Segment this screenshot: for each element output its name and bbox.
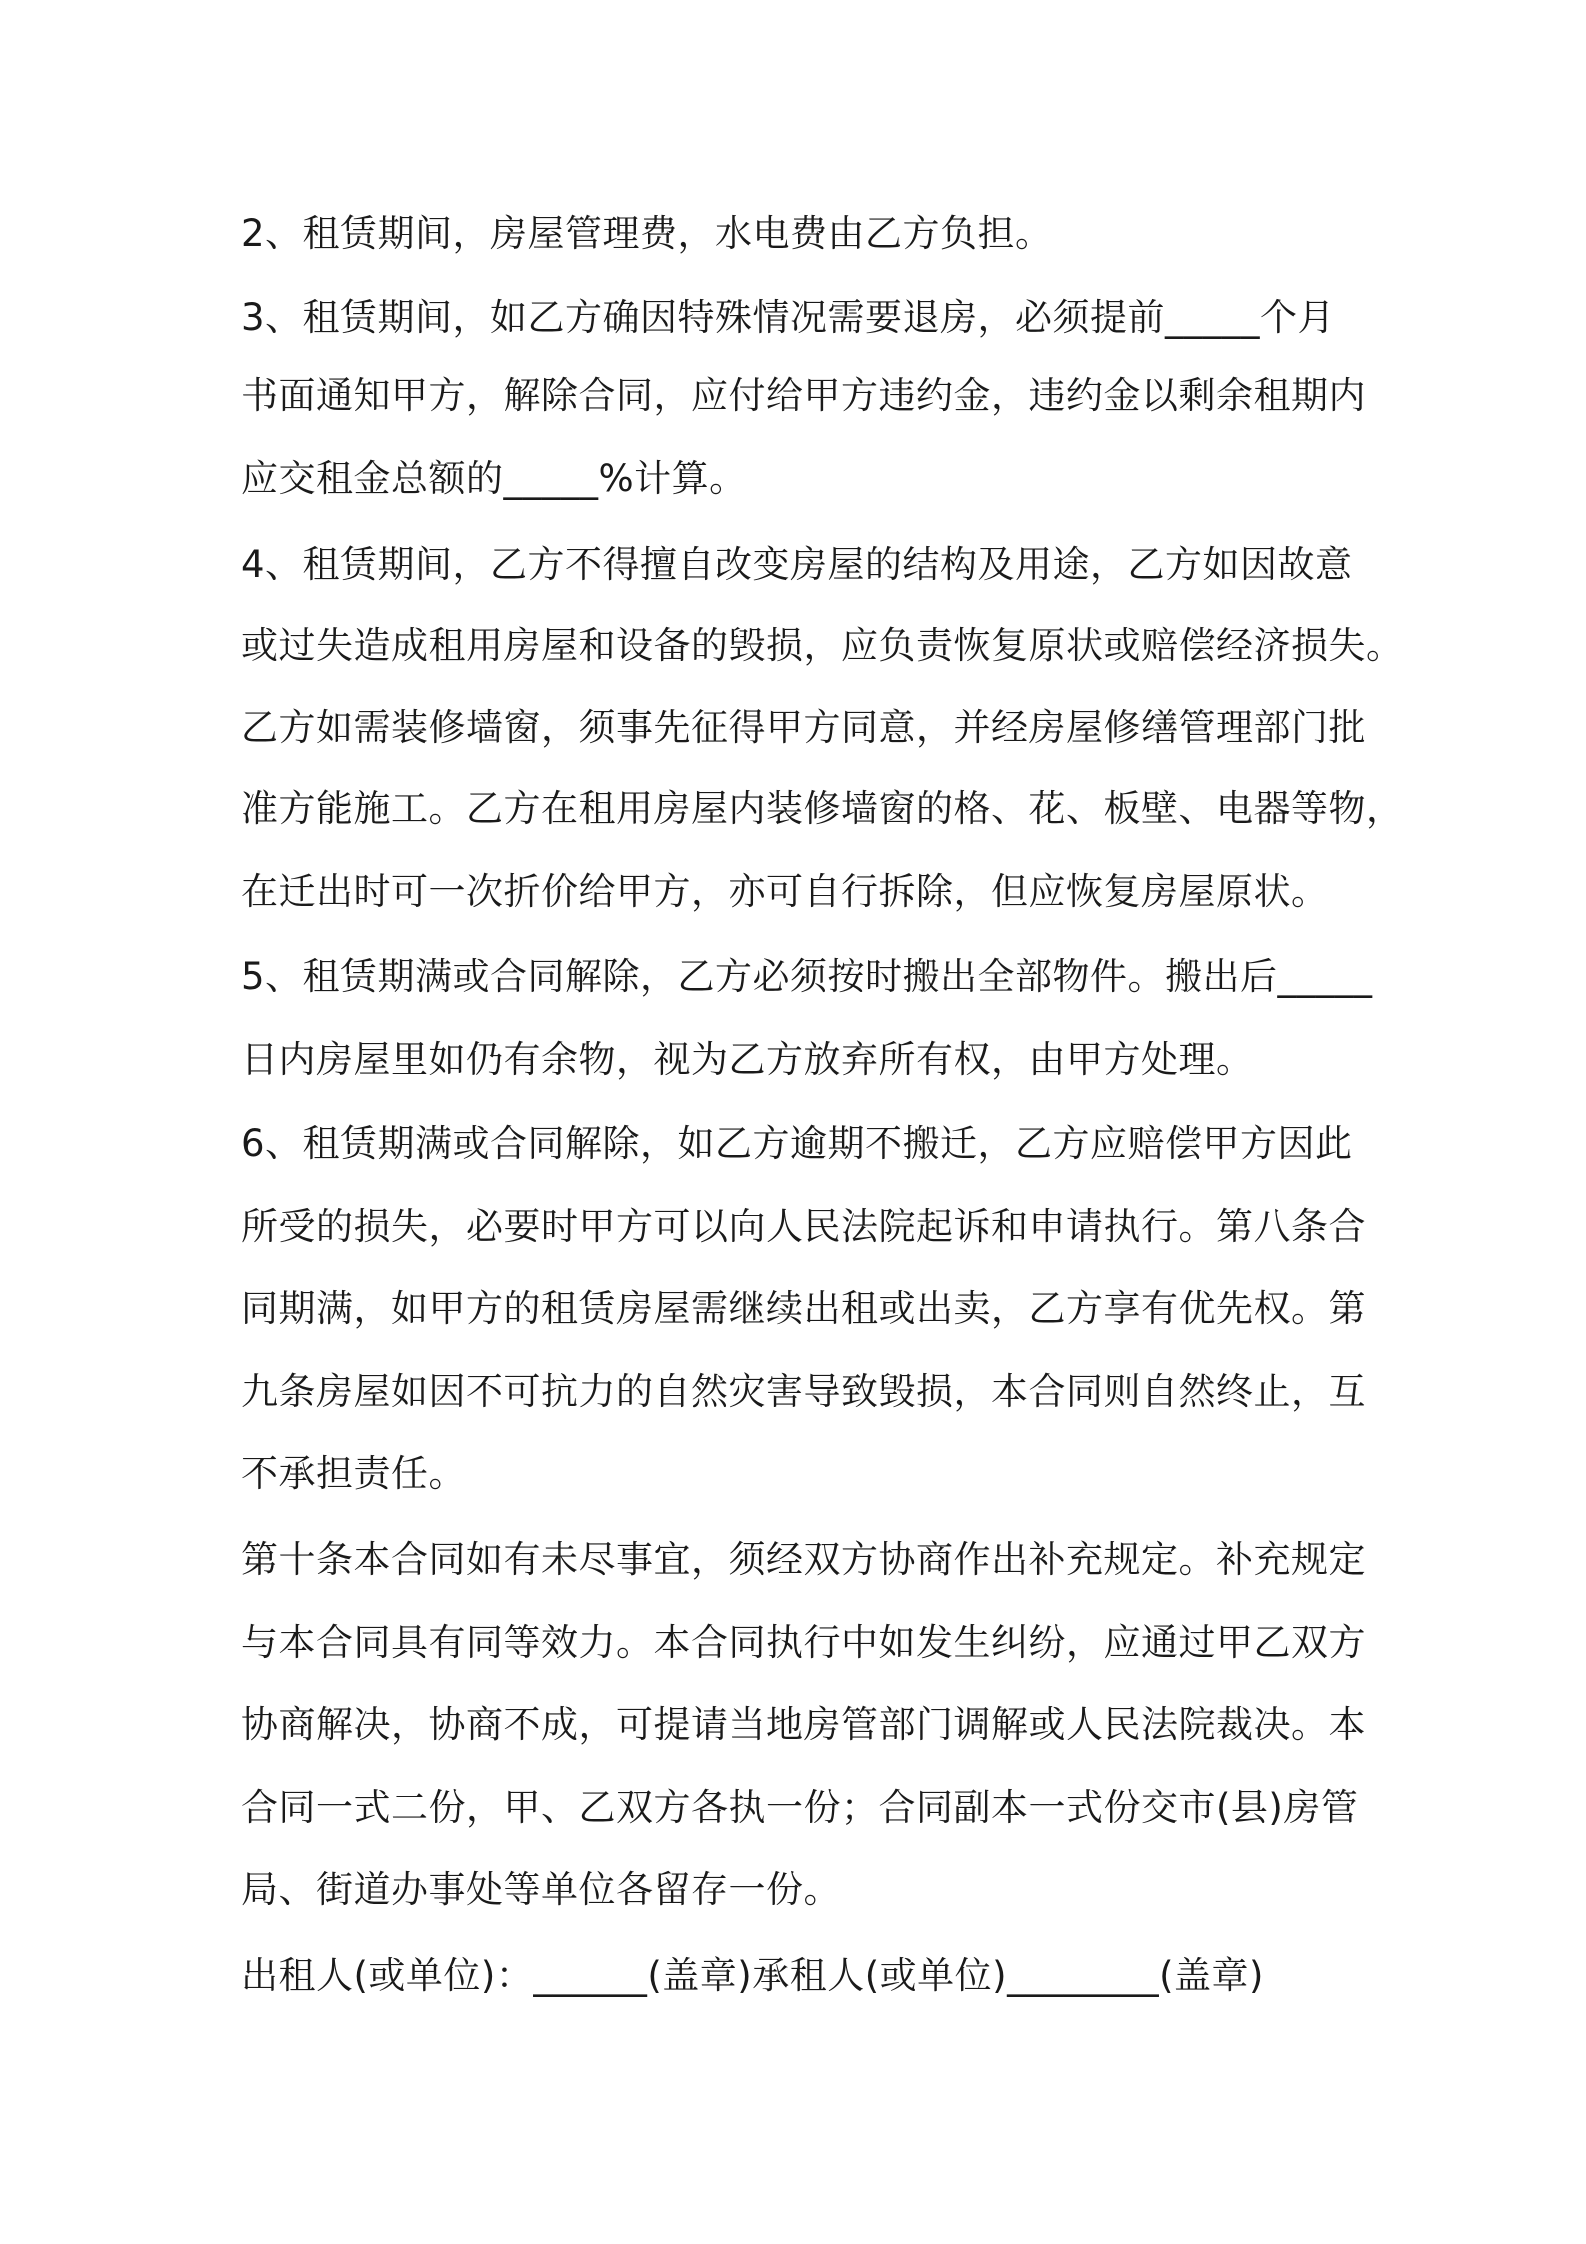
text-line: 书面通知甲方，解除合同，应付给甲方违约金，违约金以剩余租期内 [241, 374, 1366, 417]
text-line: 同期满，如甲方的租赁房屋需继续出租或出卖，乙方享有优先权。第 [241, 1287, 1366, 1330]
text-line: 合同一式二份，甲、乙双方各执一份；合同副本一式份交市(县)房管 [241, 1786, 1359, 1829]
text-line: 5、租赁期满或合同解除，乙方必须按时搬出全部物件。搬出后_____ [241, 955, 1373, 998]
text-line: 日内房屋里如仍有余物，视为乙方放弃所有权，由甲方处理。 [241, 1038, 1254, 1081]
signature-line: 出租人(或单位)：______(盖章)承租人(或单位)________(盖章) [241, 1954, 1264, 1997]
text-line: 3、租赁期间，如乙方确因特殊情况需要退房，必须提前_____个月 [241, 296, 1336, 339]
text-line: 与本合同具有同等效力。本合同执行中如发生纠纷，应通过甲乙双方 [241, 1621, 1366, 1664]
text-line: 6、租赁期满或合同解除，如乙方逾期不搬迁，乙方应赔偿甲方因此 [241, 1122, 1353, 1165]
text-line: 在迁出时可一次折价给甲方，亦可自行拆除，但应恢复房屋原状。 [241, 870, 1329, 913]
text-line: 协商解决，协商不成，可提请当地房管部门调解或人民法院裁决。本 [241, 1703, 1366, 1746]
text-line: 准方能施工。乙方在租用房屋内装修墙窗的格、花、板壁、电器等物， [241, 787, 1404, 830]
text-line: 2、租赁期间，房屋管理费，水电费由乙方负担。 [241, 212, 1053, 255]
text-line: 第十条本合同如有未尽事宜，须经双方协商作出补充规定。补充规定 [241, 1538, 1366, 1581]
text-line: 或过失造成租用房屋和设备的毁损，应负责恢复原状或赔偿经济损失。 [241, 624, 1404, 667]
text-line: 局、街道办事处等单位各留存一份。 [241, 1868, 841, 1911]
text-line: 所受的损失，必要时甲方可以向人民法院起诉和申请执行。第八条合 [241, 1205, 1366, 1248]
text-line: 4、租赁期间，乙方不得擅自改变房屋的结构及用途，乙方如因故意 [241, 543, 1353, 586]
text-line: 不承担责任。 [241, 1452, 466, 1495]
text-line: 乙方如需装修墙窗，须事先征得甲方同意，并经房屋修缮管理部门批 [241, 706, 1366, 749]
text-line: 九条房屋如因不可抗力的自然灾害导致毁损，本合同则自然终止，互 [241, 1370, 1366, 1413]
text-line: 应交租金总额的_____%计算。 [241, 457, 747, 500]
